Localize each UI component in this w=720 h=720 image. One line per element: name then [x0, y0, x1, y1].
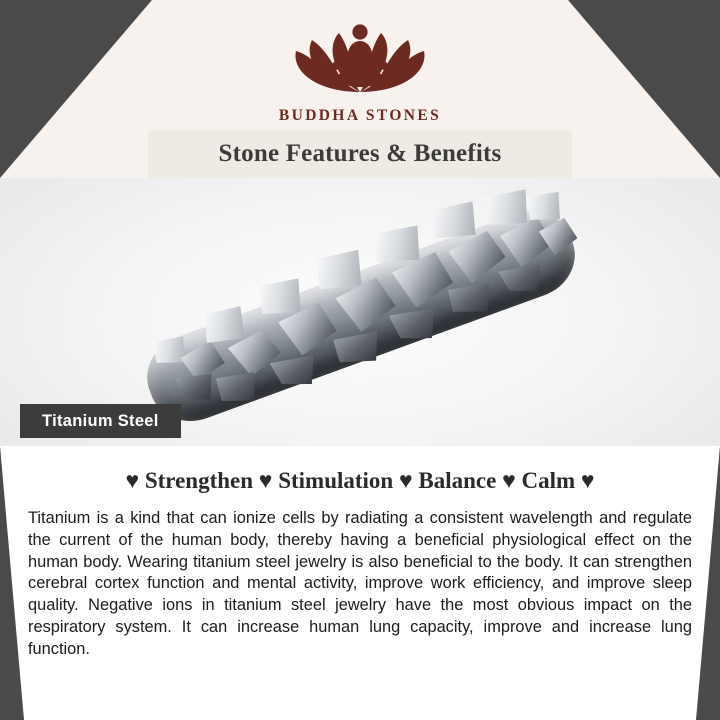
corner-wedge-bottom-right — [696, 446, 720, 720]
page-title: Stone Features & Benefits — [218, 140, 502, 167]
benefit-keywords: ♥ Strengthen ♥ Stimulation ♥ Balance ♥ Calm ♥ — [125, 468, 595, 493]
stone-name-tab — [20, 404, 181, 438]
benefits-content — [24, 446, 696, 720]
brand-block — [0, 18, 720, 125]
benefit-description: Titanium is a kind that can ionize cells by radiating a consistent wavelength and regulate the current of the human body, thereby having a beneficial physiological effect on the human body. Wearing titanium steel jewelry is also beneficial to the body. It can strengthen cerebral cortex function and mental activity, improve work efficiency, and improve sleep quality. Negative ions in titanium steel jewelry have the most obvious impact on the respiratory system. It can increase human lung capacity, improve and increase lung function. — [28, 509, 692, 658]
section-title-banner — [148, 130, 572, 178]
benefits-panel — [0, 446, 720, 720]
brand-name: BUDDHA STONES — [278, 107, 442, 124]
buddha-lotus-logo-icon — [276, 18, 444, 100]
stone-name-label: Titanium Steel — [42, 411, 159, 430]
corner-wedge-bottom-left — [0, 446, 24, 720]
